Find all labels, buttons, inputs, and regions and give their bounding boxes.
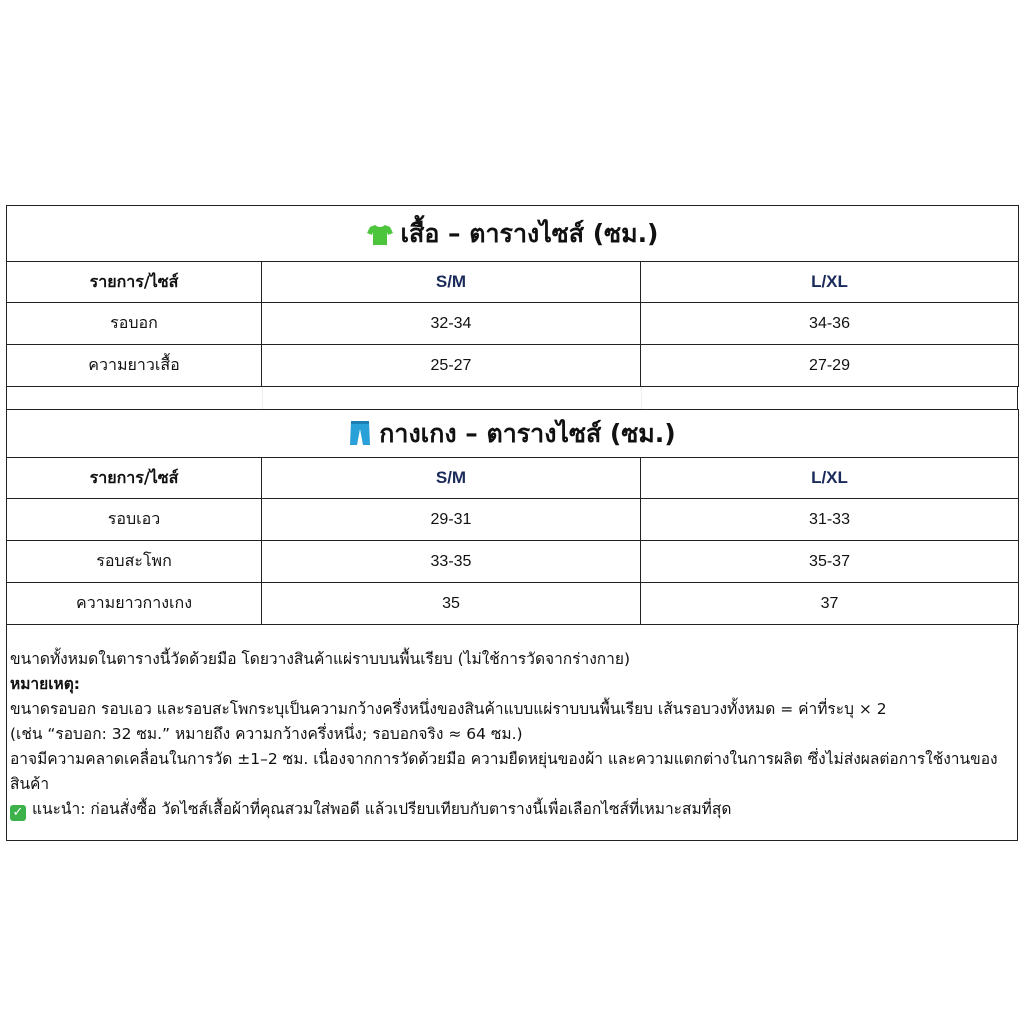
shirt-table-title bbox=[7, 206, 1019, 262]
notes-section bbox=[6, 625, 1018, 841]
size-chart-sheet bbox=[6, 205, 1018, 841]
tip-line bbox=[10, 797, 1013, 822]
column-header-sm: S/M bbox=[262, 458, 641, 499]
row-label: ความยาวกางเกง bbox=[7, 583, 262, 625]
cell-lxl: 31-33 bbox=[641, 499, 1019, 541]
note-line: ขนาดรอบอก รอบเอว และรอบสะโพกระบุเป็นความกว้างครึ่งหนึ่งของสินค้าแบบแผ่ราบบนพื้นเรียบ เส้นรอบวงทั้งหมด = ค่าที่ระบุ × 2 bbox=[10, 700, 887, 718]
row-label: รอบอก bbox=[7, 303, 262, 345]
note-line: อาจมีความคลาดเคลื่อนในการวัด ±1–2 ซม. เนื่องจากการวัดด้วยมือ ความยืดหยุ่นของผ้า และความแตกต่างในการผลิต ซึ่งไม่ส่งผลต่อการใช้งานของสินค้า bbox=[10, 750, 998, 793]
tshirt-icon bbox=[367, 223, 393, 252]
row-label: รอบเอว bbox=[7, 499, 262, 541]
table-row bbox=[7, 583, 1019, 625]
column-header-lxl: L/XL bbox=[641, 262, 1019, 303]
cell-sm: 25-27 bbox=[262, 345, 641, 387]
table-spacer bbox=[6, 387, 1018, 409]
note-line: (เช่น “รอบอก: 32 ซม.” หมายถึง ความกว้างครึ่งหนึ่ง; รอบอกจริง ≈ 64 ซม.) bbox=[10, 725, 523, 743]
shirt-size-table bbox=[6, 205, 1019, 387]
pants-icon bbox=[349, 420, 371, 452]
pants-title-text: กางเกง – ตารางไซส์ (ซม.) bbox=[379, 418, 676, 448]
cell-lxl: 35-37 bbox=[641, 541, 1019, 583]
cell-sm: 32-34 bbox=[262, 303, 641, 345]
cell-lxl: 34-36 bbox=[641, 303, 1019, 345]
cell-lxl: 27-29 bbox=[641, 345, 1019, 387]
notes-heading: หมายเหตุ: bbox=[10, 675, 80, 693]
column-header-item: รายการ/ไซส์ bbox=[7, 458, 262, 499]
cell-sm: 35 bbox=[262, 583, 641, 625]
pants-size-table bbox=[6, 409, 1019, 625]
shirt-title-text: เสื้อ – ตารางไซส์ (ซม.) bbox=[400, 218, 659, 248]
column-header-sm: S/M bbox=[262, 262, 641, 303]
table-row bbox=[7, 499, 1019, 541]
table-row bbox=[7, 541, 1019, 583]
pants-table-title bbox=[7, 410, 1019, 458]
row-label: รอบสะโพก bbox=[7, 541, 262, 583]
measurement-note: ขนาดทั้งหมดในตารางนี้วัดด้วยมือ โดยวางสินค้าแผ่ราบบนพื้นเรียบ (ไม่ใช้การวัดจากร่างกาย) bbox=[10, 650, 630, 668]
column-header-lxl: L/XL bbox=[641, 458, 1019, 499]
tip-text: แนะนำ: ก่อนสั่งซื้อ วัดไซส์เสื้อผ้าที่คุณสวมใส่พอดี แล้วเปรียบเทียบกับตารางนี้เพื่อเลือกไซส์ที่เหมาะสมที่สุด bbox=[32, 800, 732, 818]
column-header-item: รายการ/ไซส์ bbox=[7, 262, 262, 303]
row-label: ความยาวเสื้อ bbox=[7, 345, 262, 387]
cell-sm: 29-31 bbox=[262, 499, 641, 541]
table-row bbox=[7, 303, 1019, 345]
check-mark-icon: ✓ bbox=[10, 805, 26, 821]
cell-sm: 33-35 bbox=[262, 541, 641, 583]
cell-lxl: 37 bbox=[641, 583, 1019, 625]
table-row bbox=[7, 345, 1019, 387]
